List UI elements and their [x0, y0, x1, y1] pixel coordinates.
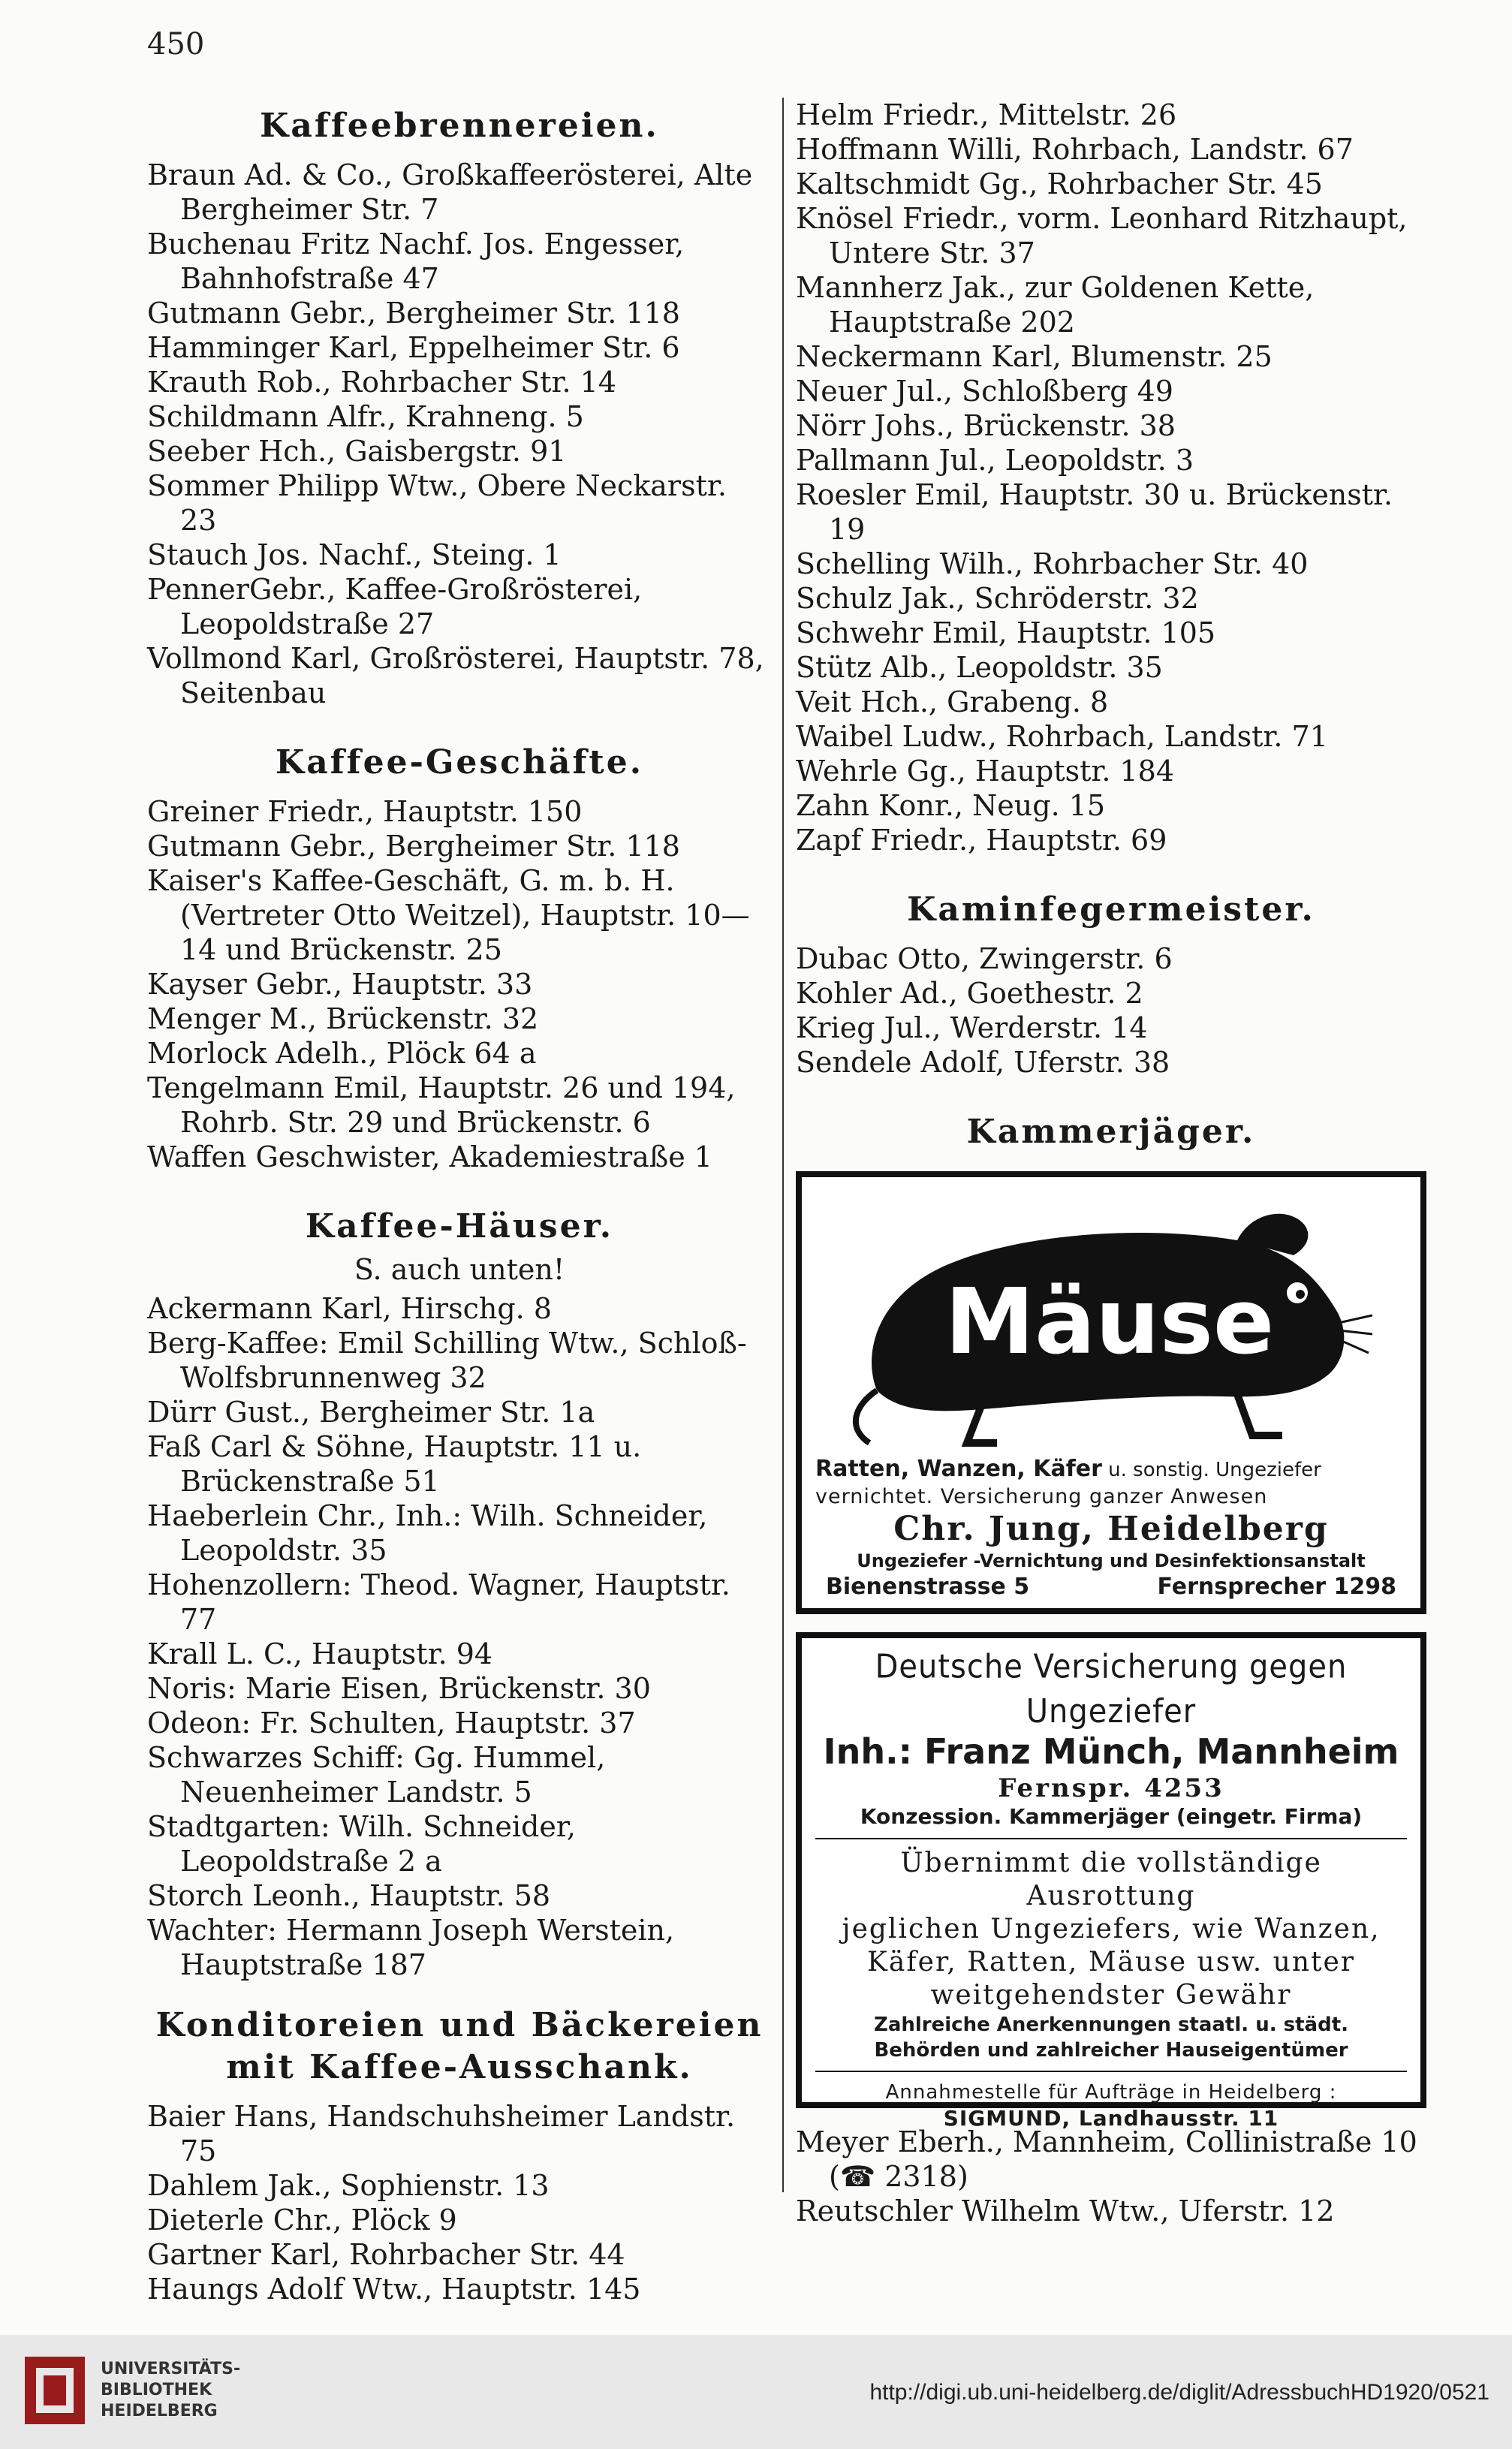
ad2-concession: Konzession. Kammerjäger (eingetr. Firma) [860, 1804, 1363, 1829]
ad-line-pests-rest: u. sonstig. Ungeziefer [1101, 1459, 1321, 1481]
directory-entry: Pallmann Jul., Leopoldstr. 3 [796, 444, 1194, 477]
ad2-phone: Fernspr. 4253 [998, 1773, 1224, 1803]
directory-entry: Dubac Otto, Zwingerstr. 6 [796, 942, 1173, 975]
ad2-pickup-address: SIGMUND, Landhausstr. 11 [943, 2106, 1279, 2131]
section-list-continued [796, 98, 1426, 857]
directory-entry: Hamminger Karl, Eppelheimer Str. 6 [147, 331, 680, 364]
page-number: 450 [147, 27, 205, 62]
directory-entry: Storch Leonh., Hauptstr. 58 [147, 1879, 551, 1912]
ad-big-word: Mäuse [944, 1270, 1275, 1375]
section-heading-kaffee-haeuser: Kaffee-Häuser. [305, 1207, 614, 1246]
directory-entry: Helm Friedr., Mittelstr. 26 [796, 98, 1177, 131]
ad-line-pests: Ratten, Wanzen, Käfer [815, 1456, 1102, 1482]
directory-entry: Gartner Karl, Rohrbacher Str. 44 [147, 2238, 625, 2271]
ad2-title: Deutsche Versicherung gegen Ungeziefer [875, 1648, 1348, 1731]
directory-entry: Sommer Philipp Wtw., Obere Neckarstr. 23 [147, 469, 727, 537]
ad2-pickup-label: Annahmestelle für Aufträge in Heidelberg : [885, 2081, 1337, 2104]
directory-entry: Schelling Wilh., Rohrbacher Str. 40 [796, 547, 1309, 580]
directory-entry: Nörr Johs., Brückenstr. 38 [796, 409, 1176, 442]
directory-entry: Wachter: Hermann Joseph Werstein, Hauptstraße 187 [147, 1914, 675, 1981]
directory-entry: Krall L. C., Hauptstr. 94 [147, 1637, 493, 1670]
section-list-kaffee-haeuser [147, 1291, 772, 1982]
directory-entry: Krieg Jul., Werderstr. 14 [796, 1011, 1148, 1044]
advertisement-muench [796, 1632, 1426, 2131]
right-column [796, 98, 1426, 2228]
ad2-body-line: Übernimmt die vollständige Ausrottung [900, 1848, 1322, 1911]
directory-entry: Braun Ad. & Co., Großkaffeerösterei, Alte Bergheimer Str. 7 [147, 158, 753, 226]
ad-firm-name: Chr. Jung, Heidelberg [893, 1510, 1329, 1548]
logo-line: BIBLIOTHEK [101, 2381, 212, 2399]
directory-entry: Morlock Adelh., Plöck 64 a [147, 1037, 537, 1070]
directory-entry: PennerGebr., Kaffee-Großrösterei, Leopoldstraße 27 [147, 573, 643, 640]
source-url-link[interactable]: http://digi.ub.uni-heidelberg.de/diglit/AdressbuchHD1920/0521 [869, 2380, 1489, 2405]
section-heading-konditoreien: Konditoreien und Bäckereien mit Kaffee-Ausschank. [155, 2006, 764, 2086]
directory-entry: Dahlem Jak., Sophienstr. 13 [147, 2169, 550, 2202]
directory-entry: Schwehr Emil, Hauptstr. 105 [796, 616, 1216, 649]
ad2-separator [815, 2071, 1407, 2072]
directory-entry: Stauch Jos. Nachf., Steing. 1 [147, 538, 562, 571]
library-logo-text [101, 2359, 240, 2422]
ad2-body-line: weitgehendster Gewähr [930, 1980, 1292, 2011]
directory-entry: Haungs Adolf Wtw., Hauptstr. 145 [147, 2273, 641, 2306]
directory-entry: Buchenau Fritz Nachf. Jos. Engesser, Bahnhofstraße 47 [147, 227, 685, 295]
ad-address: Bienenstrasse 5 [826, 1574, 1030, 1600]
directory-entry: Gutmann Gebr., Bergheimer Str. 118 [147, 830, 680, 863]
directory-entry: Waibel Ludw., Rohrbach, Landstr. 71 [796, 720, 1328, 753]
left-column [147, 98, 772, 2306]
directory-entry: Neckermann Karl, Blumenstr. 25 [796, 340, 1273, 373]
section-heading-kaffee-geschaefte: Kaffee-Geschäfte. [275, 743, 644, 782]
directory-entry: Waffen Geschwister, Akademiestraße 1 [147, 1140, 712, 1173]
section-list-kaffeebrennereien [147, 158, 772, 710]
directory-entry: Tengelmann Emil, Hauptstr. 26 und 194, Rohrb. Str. 29 und Brückenstr. 6 [147, 1071, 736, 1139]
directory-entry: Zapf Friedr., Hauptstr. 69 [796, 824, 1167, 857]
directory-entry: Vollmond Karl, Großrösterei, Hauptstr. 78, Seitenbau [147, 642, 764, 709]
directory-entry: Hohenzollern: Theod. Wagner, Hauptstr. 77 [147, 1568, 730, 1636]
footer-bar [0, 2335, 1512, 2449]
directory-entry: Kaiser's Kaffee-Geschäft, G. m. b. H. (Vertreter Otto Weitzel), Hauptstr. 10—14 und Brückenstr. 25 [147, 864, 750, 966]
directory-entry: Zahn Konr., Neug. 15 [796, 789, 1106, 822]
section-list-kaffee-geschaefte [147, 794, 772, 1174]
directory-entry: Baier Hans, Handschuhsheimer Landstr. 75 [147, 2100, 736, 2167]
directory-entry: Greiner Friedr., Hauptstr. 150 [147, 795, 583, 828]
directory-entry: Ackermann Karl, Hirschg. 8 [147, 1292, 553, 1325]
directory-entry: Sendele Adolf, Uferstr. 38 [796, 1046, 1170, 1079]
directory-entry: Roesler Emil, Hauptstr. 30 u. Brückenstr. 19 [796, 478, 1393, 546]
ad2-owner: Inh.: Franz Münch, Mannheim [823, 1731, 1399, 1772]
directory-entry: Seeber Hch., Gaisbergstr. 91 [147, 435, 567, 468]
directory-entry: Dieterle Chr., Plöck 9 [147, 2203, 457, 2237]
directory-entry: Wehrle Gg., Hauptstr. 184 [796, 755, 1175, 788]
section-list-kaminfegermeister [796, 941, 1426, 1080]
directory-entry: Meyer Eberh., Mannheim, Collinistraße 10 (☎ 2318) [796, 2125, 1417, 2193]
directory-entry: Schwarzes Schiff: Gg. Hummel, Neuenheimer Landstr. 5 [147, 1741, 606, 1809]
logo-line: UNIVERSITÄTS- [101, 2360, 241, 2378]
directory-entry: Schildmann Alfr., Krahneng. 5 [147, 400, 584, 433]
directory-entry: Neuer Jul., Schloßberg 49 [796, 375, 1173, 408]
directory-entry: Odeon: Fr. Schulten, Hauptstr. 37 [147, 1706, 636, 1740]
directory-entry: Berg-Kaffee: Emil Schilling Wtw., Schloß-Wolfsbrunnenweg 32 [147, 1327, 747, 1394]
directory-entry: Reutschler Wilhelm Wtw., Uferstr. 12 [796, 2194, 1335, 2228]
university-seal-icon [21, 2353, 89, 2428]
ad2-body-line: jeglichen Ungeziefers, wie Wanzen, [842, 1914, 1381, 1944]
section-note: S. auch unten! [354, 1253, 565, 1286]
section-heading-kammerjaeger: Kammerjäger. [966, 1113, 1256, 1151]
directory-entry: Kayser Gebr., Hauptstr. 33 [147, 968, 533, 1001]
directory-entry: Kaltschmidt Gg., Rohrbacher Str. 45 [796, 167, 1323, 200]
ad2-recognition: Zahlreiche Anerkennungen staatl. u. städt. [873, 2014, 1349, 2036]
directory-entry: Kohler Ad., Goethestr. 2 [796, 977, 1143, 1010]
section-list-konditoreien [147, 2099, 772, 2306]
directory-entry: Haeberlein Chr., Inh.: Wilh. Schneider, Leopoldstr. 35 [147, 1499, 708, 1567]
ad2-separator [815, 1838, 1407, 1839]
ad-text-block [815, 1455, 1407, 1601]
ad-line-insurance: vernichtet. Versicherung ganzer Anwesen [815, 1485, 1268, 1508]
section-heading-kaminfegermeister: Kaminfegermeister. [907, 890, 1315, 929]
section-list-kammerjaeger [796, 2125, 1426, 2228]
directory-entry: Dürr Gust., Bergheimer Str. 1a [147, 1396, 595, 1429]
ad2-recognition: Behörden und zahlreicher Hauseigentümer [874, 2039, 1348, 2062]
directory-entry: Gutmann Gebr., Bergheimer Str. 118 [147, 297, 680, 330]
directory-entry: Schulz Jak., Schröderstr. 32 [796, 582, 1199, 615]
directory-entry: Noris: Marie Eisen, Brückenstr. 30 [147, 1672, 651, 1705]
ad2-body-line: Käfer, Ratten, Mäuse usw. unter [866, 1947, 1355, 1978]
directory-entry: Stadtgarten: Wilh. Schneider, Leopoldstraße 2 a [147, 1810, 576, 1878]
directory-entry: Faß Carl & Söhne, Hauptstr. 11 u. Brückenstraße 51 [147, 1430, 642, 1498]
directory-entry: Mannherz Jak., zur Goldenen Kette, Hauptstraße 202 [796, 271, 1315, 339]
ad-line-service: Ungeziefer -Vernichtung und Desinfektionsanstalt [857, 1550, 1366, 1571]
directory-entry: Veit Hch., Grabeng. 8 [796, 685, 1109, 718]
ad-phone: Fernsprecher 1298 [1157, 1574, 1396, 1600]
column-divider [782, 98, 784, 2192]
directory-entry: Menger M., Brückenstr. 32 [147, 1002, 539, 1035]
directory-entry: Stütz Alb., Leopoldstr. 35 [796, 651, 1163, 684]
mouse-illustration [847, 1203, 1372, 1450]
logo-line: HEIDELBERG [101, 2402, 218, 2420]
directory-entry: Hoffmann Willi, Rohrbach, Landstr. 67 [796, 133, 1354, 166]
directory-entry: Krauth Rob., Rohrbacher Str. 14 [147, 366, 616, 399]
section-heading-kaffeebrennereien: Kaffeebrennereien. [260, 107, 659, 145]
directory-entry: Knösel Friedr., vorm. Leonhard Ritzhaupt, Untere Str. 37 [796, 202, 1408, 270]
advertisement-jung [796, 1171, 1426, 1614]
